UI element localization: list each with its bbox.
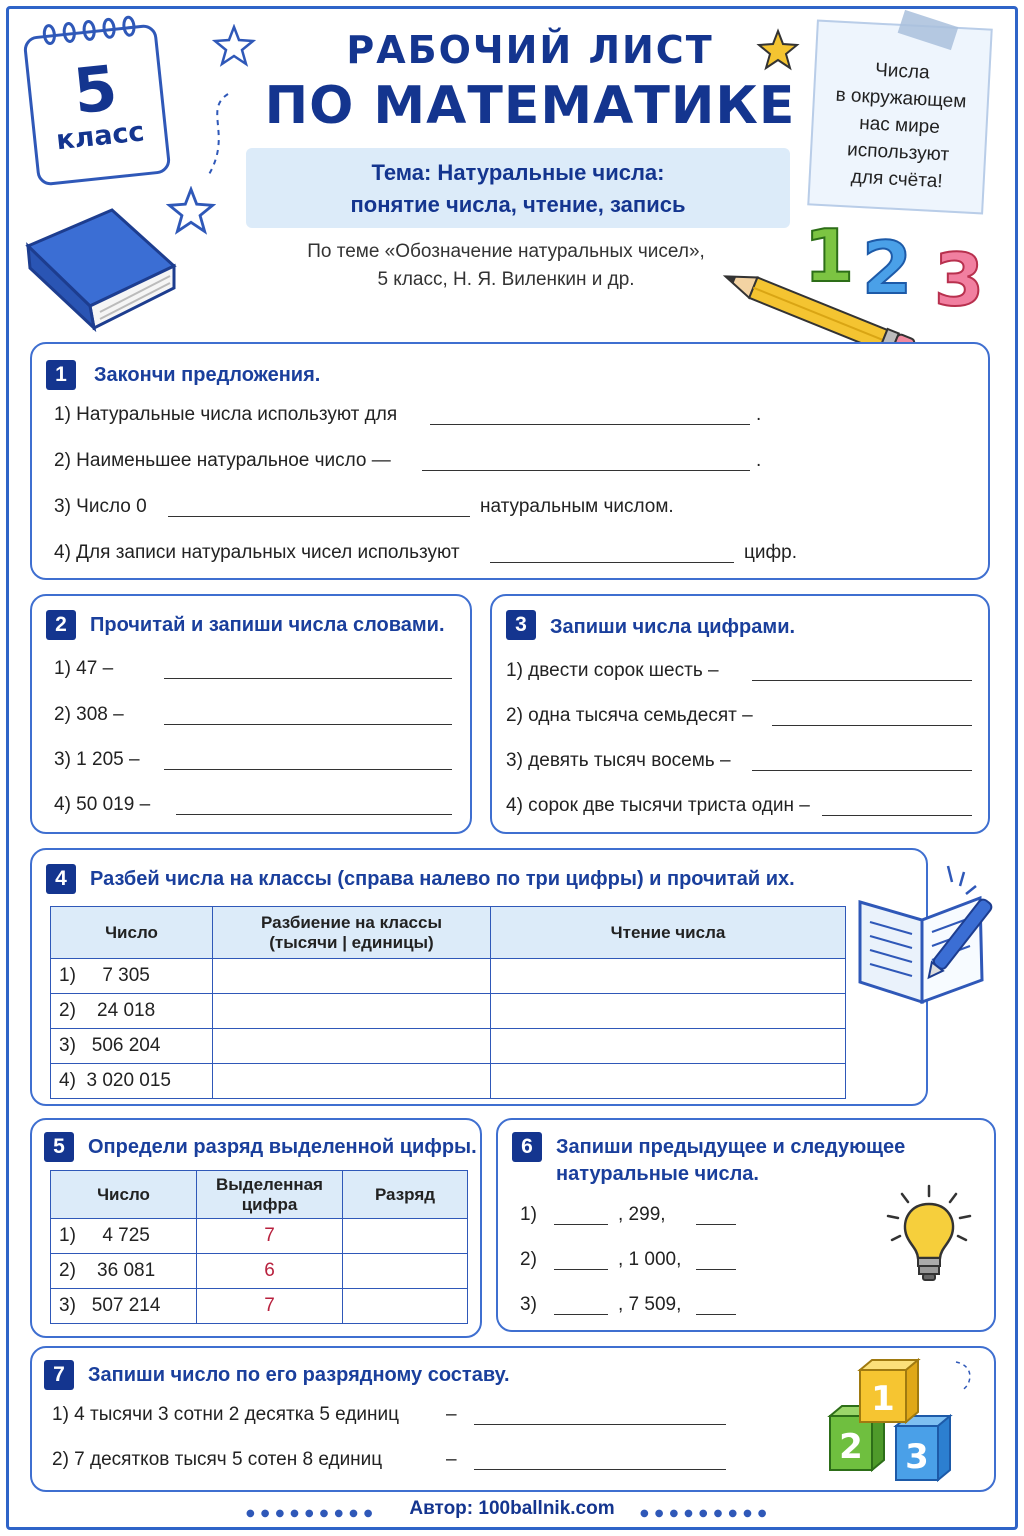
column-header <box>213 907 491 959</box>
task-2-card <box>30 594 472 834</box>
task-title: Запиши число по его разрядному составу. <box>88 1364 510 1386</box>
note-line: в окружающем <box>835 84 967 113</box>
grade-word: класс <box>54 116 146 157</box>
sentence-label: 4) Для записи натуральных чисел используют <box>54 542 460 563</box>
page-title-line1: РАБОЧИЙ ЛИСТ <box>346 28 714 72</box>
answer-cell[interactable] <box>343 1254 468 1289</box>
table-row <box>51 1029 846 1064</box>
sticky-note <box>807 20 992 215</box>
task-number-badge: 4 <box>46 864 76 894</box>
digit-two-icon: 2 <box>862 226 913 310</box>
previous-number-field[interactable] <box>554 1269 608 1270</box>
number-cell: 2) 24 018 <box>51 994 213 1029</box>
answer-field[interactable] <box>168 516 470 517</box>
task-title: Прочитай и запиши числа словами. <box>90 614 445 636</box>
open-book-icon <box>852 862 1002 1012</box>
task-number-badge: 2 <box>46 610 76 640</box>
number-label: 1) 47 – <box>54 658 114 679</box>
topic-line1: Тема: Натуральные числа: <box>371 160 665 185</box>
subtitle-line2: 5 класс, Н. Я. Виленкин и др. <box>377 269 635 290</box>
subtitle-line1: По теме «Обозначение натуральных чисел», <box>307 241 705 262</box>
task-title: Запиши числа цифрами. <box>550 616 796 638</box>
column-header: Число <box>51 1171 197 1219</box>
previous-number-field[interactable] <box>554 1224 608 1225</box>
table-row <box>51 959 846 994</box>
answer-field[interactable] <box>164 724 452 725</box>
table-row <box>51 1254 468 1289</box>
answer-field[interactable] <box>490 562 734 563</box>
task-number-badge: 5 <box>44 1132 74 1162</box>
given-number: , 1 000, <box>618 1249 682 1270</box>
words-label: 3) девять тысяч восемь – <box>506 750 731 771</box>
next-number-field[interactable] <box>696 1224 736 1225</box>
answer-field[interactable] <box>164 678 452 679</box>
column-header-line: (тысячи | единицы) <box>269 932 434 952</box>
task-title: Разбей числа на классы (справа налево по три цифры) и прочитай их. <box>90 868 795 890</box>
task-1-card <box>30 342 990 580</box>
next-number-field[interactable] <box>696 1269 736 1270</box>
footer-author: Автор: 100ballnik.com <box>409 1498 615 1519</box>
footer-dots: ●●●●●●●●● <box>640 1508 773 1519</box>
note-line: Числа <box>874 59 931 84</box>
answer-field[interactable] <box>474 1424 726 1425</box>
sentence-end: . <box>756 450 762 471</box>
words-label: 2) одна тысяча семьдесят – <box>506 705 753 726</box>
lightbulb-icon <box>884 1184 974 1290</box>
note-line: для счёта! <box>850 166 944 193</box>
number-cell: 3) 507 214 <box>51 1289 197 1324</box>
task-title: Определи разряд выделенной цифры. <box>88 1136 477 1158</box>
sentence-label: 3) Число 0 <box>54 496 147 517</box>
blocks-icon <box>826 1356 988 1484</box>
answer-cell[interactable] <box>213 994 491 1029</box>
highlighted-digit: 7 <box>197 1289 343 1324</box>
column-header-line: Выделенная <box>216 1174 323 1194</box>
subtitle <box>246 238 766 294</box>
answer-cell[interactable] <box>491 994 846 1029</box>
answer-cell[interactable] <box>343 1219 468 1254</box>
answer-field[interactable] <box>422 470 750 471</box>
column-header: Разряд <box>343 1171 468 1219</box>
composition-label: 2) 7 десятков тысяч 5 сотен 8 единиц <box>52 1449 383 1470</box>
book-icon <box>24 206 184 332</box>
answer-cell[interactable] <box>491 959 846 994</box>
answer-cell[interactable] <box>343 1289 468 1324</box>
answer-field[interactable] <box>752 770 972 771</box>
dash: – <box>446 1449 457 1470</box>
answer-cell[interactable] <box>491 1029 846 1064</box>
number-cell: 3) 506 204 <box>51 1029 213 1064</box>
answer-cell[interactable] <box>213 959 491 994</box>
previous-number-field[interactable] <box>554 1314 608 1315</box>
number-cell: 1) 4 725 <box>51 1219 197 1254</box>
sentence-end: . <box>756 404 762 425</box>
row-number: 2) <box>520 1249 537 1270</box>
classes-table <box>50 906 846 1099</box>
sentence-end: натуральным числом. <box>480 496 674 517</box>
note-line: нас мире <box>858 112 941 139</box>
task-number-badge: 6 <box>512 1132 542 1162</box>
answer-field[interactable] <box>430 424 750 425</box>
task-number-badge: 7 <box>44 1360 74 1390</box>
place-value-table <box>50 1170 468 1324</box>
table-row <box>51 1219 468 1254</box>
answer-field[interactable] <box>822 815 972 816</box>
digit-one-icon: 1 <box>804 214 855 298</box>
note-line: используют <box>846 139 950 166</box>
task-title-line2: натуральные числа. <box>556 1163 759 1185</box>
task-5-card <box>30 1118 482 1338</box>
task-3-card <box>490 594 990 834</box>
dash: – <box>446 1404 457 1425</box>
footer-dots: ●●●●●●●●● <box>246 1508 379 1519</box>
highlighted-digit: 6 <box>197 1254 343 1289</box>
number-cell: 4) 3 020 015 <box>51 1064 213 1099</box>
task-number-badge: 1 <box>46 360 76 390</box>
row-number: 1) <box>520 1204 537 1225</box>
digit-three-icon: 3 <box>934 238 985 322</box>
page-title-line2: ПО МАТЕМАТИКЕ <box>264 76 796 136</box>
task-4-card <box>30 848 928 1106</box>
sentence-label: 1) Натуральные числа используют для <box>54 404 398 425</box>
svg-text:1: 1 <box>871 1379 895 1419</box>
answer-cell[interactable] <box>213 1029 491 1064</box>
answer-cell[interactable] <box>491 1064 846 1099</box>
svg-text:2: 2 <box>839 1427 863 1467</box>
calendar-icon <box>23 23 172 186</box>
topic-banner <box>246 148 790 228</box>
number-label: 3) 1 205 – <box>54 749 140 770</box>
number-label: 4) 50 019 – <box>54 794 151 815</box>
task-number-badge: 3 <box>506 610 536 640</box>
answer-field[interactable] <box>474 1469 726 1470</box>
svg-text:3: 3 <box>905 1437 929 1477</box>
sentence-label: 2) Наименьшее натуральное число — <box>54 450 391 471</box>
answer-cell[interactable] <box>213 1064 491 1099</box>
given-number: , 299, <box>618 1204 666 1225</box>
sentence-end: цифр. <box>744 542 797 563</box>
table-row <box>51 994 846 1029</box>
number-label: 2) 308 – <box>54 704 124 725</box>
column-header <box>197 1171 343 1219</box>
topic-line2: понятие числа, чтение, запись <box>350 192 686 217</box>
task-title: Закончи предложения. <box>94 364 321 386</box>
table-row <box>51 1289 468 1324</box>
answer-field[interactable] <box>772 725 972 726</box>
grade-number: 5 <box>70 51 121 129</box>
column-header: Чтение числа <box>491 907 846 959</box>
answer-field[interactable] <box>176 814 452 815</box>
words-label: 4) сорок две тысячи триста один – <box>506 795 810 816</box>
answer-field[interactable] <box>752 680 972 681</box>
column-header-line: Разбиение на классы <box>261 912 442 932</box>
words-label: 1) двести сорок шесть – <box>506 660 719 681</box>
answer-field[interactable] <box>164 769 452 770</box>
given-number: , 7 509, <box>618 1294 682 1315</box>
highlighted-digit: 7 <box>197 1219 343 1254</box>
row-number: 3) <box>520 1294 537 1315</box>
number-cell: 2) 36 081 <box>51 1254 197 1289</box>
column-header: Число <box>51 907 213 959</box>
table-row <box>51 1064 846 1099</box>
composition-label: 1) 4 тысячи 3 сотни 2 десятка 5 единиц <box>52 1404 400 1425</box>
next-number-field[interactable] <box>696 1314 736 1315</box>
task-title-line1: Запиши предыдущее и следующее <box>556 1136 906 1158</box>
number-cell: 1) 7 305 <box>51 959 213 994</box>
column-header-line: цифра <box>241 1194 298 1214</box>
